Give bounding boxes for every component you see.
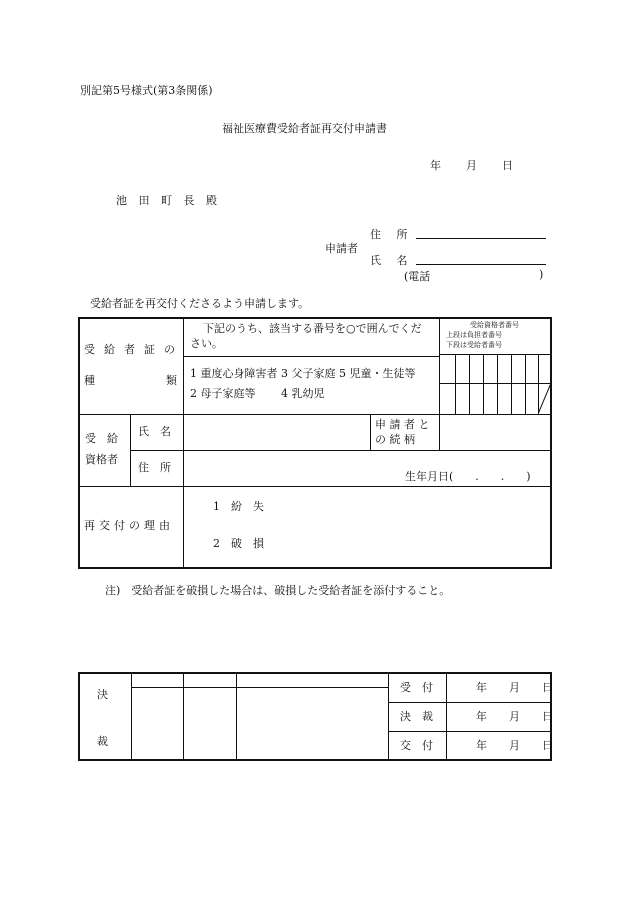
reason-option-lost[interactable]: 1 紛 失 xyxy=(213,500,264,513)
decision-row-line xyxy=(388,731,551,732)
beneficiary-label-2: 資格者 xyxy=(85,453,118,466)
beneficiary-label-1: 受 給 xyxy=(85,432,118,445)
relation-label-2: の 続 柄 xyxy=(375,433,415,446)
approved-date[interactable]: 年 月 日 xyxy=(476,710,553,723)
instruction-divider xyxy=(183,356,439,357)
col-line-relation xyxy=(370,414,371,450)
card-type-label-2-right: 類 xyxy=(166,374,177,387)
received-label: 受 付 xyxy=(400,681,433,694)
number-box-divider xyxy=(525,354,526,414)
note-text: 注) 受給者証を破損した場合は、破損した受給者証を添付すること。 xyxy=(105,584,451,597)
card-type-label-2-left: 種 xyxy=(84,374,95,387)
date-month-label: 月 xyxy=(466,159,477,172)
number-header-upper: 上段は負担者番号 xyxy=(446,331,502,339)
birthdate-field[interactable]: 生年月日( . . ) xyxy=(405,470,531,483)
category-options-line-2[interactable]: 2 母子家庭等 4 乳幼児 xyxy=(190,387,325,400)
applicant-name-label: 氏 名 xyxy=(370,254,414,267)
issued-date[interactable]: 年 月 日 xyxy=(476,739,553,752)
reason-label: 再交付の理由 xyxy=(84,519,174,532)
number-box-divider xyxy=(469,354,470,414)
decision-label-bottom: 裁 xyxy=(97,735,108,748)
issued-label: 交 付 xyxy=(400,739,433,752)
received-date[interactable]: 年 月 日 xyxy=(476,681,553,694)
phone-close: ) xyxy=(539,268,544,281)
relation-field[interactable] xyxy=(440,415,550,449)
number-header-lower: 下段は受給者番号 xyxy=(446,341,502,349)
applicant-address-line[interactable] xyxy=(416,238,546,239)
decision-label-top: 決 xyxy=(97,688,108,701)
approved-label: 決 裁 xyxy=(400,710,433,723)
number-box-diagonal xyxy=(538,383,552,415)
addressee: 池 田 町 長 殿 xyxy=(116,194,221,207)
request-text: 受給者証を再交付くださるよう申請します。 xyxy=(90,297,310,310)
date-day-label: 日 xyxy=(502,159,513,172)
number-box-divider xyxy=(483,354,484,414)
form-reference: 別記第5号様式(第3条関係) xyxy=(80,84,213,97)
document-title: 福祉医療費受給者証再交付申請書 xyxy=(222,122,387,135)
date-year-label: 年 xyxy=(430,159,441,172)
decision-row-line xyxy=(388,702,551,703)
number-box-divider xyxy=(455,354,456,414)
beneficiary-address-field[interactable] xyxy=(184,451,550,471)
reason-option-damaged[interactable]: 2 破 損 xyxy=(213,537,264,550)
instruction-line-1: 下記のうち、該当する番号を○で囲んでくだ xyxy=(203,322,422,335)
number-header-title: 受給資格者番号 xyxy=(470,321,519,329)
applicant-label: 申請者 xyxy=(325,242,358,255)
relation-label-1: 申 請 者 と xyxy=(375,418,430,431)
stamp-header-line xyxy=(131,687,388,688)
col-line-beneficiary xyxy=(130,414,131,486)
row-line-3 xyxy=(79,486,551,487)
applicant-address-label: 住 所 xyxy=(370,228,414,241)
number-box-divider xyxy=(511,354,512,414)
phone-open: (電話 xyxy=(404,270,431,283)
beneficiary-name-label: 氏 名 xyxy=(138,425,171,438)
category-options-line-1[interactable]: 1 重度心身障害者 3 父子家庭 5 児童・生徒等 xyxy=(190,367,416,380)
decision-col-line xyxy=(446,673,447,760)
number-box-divider xyxy=(497,354,498,414)
instruction-line-2: さい。 xyxy=(190,337,223,350)
beneficiary-address-label: 住 所 xyxy=(138,461,171,474)
applicant-name-line[interactable] xyxy=(416,264,546,265)
card-type-label: 受給者証の xyxy=(84,343,184,356)
decision-col-line xyxy=(388,673,389,760)
beneficiary-name-field[interactable] xyxy=(184,415,369,449)
